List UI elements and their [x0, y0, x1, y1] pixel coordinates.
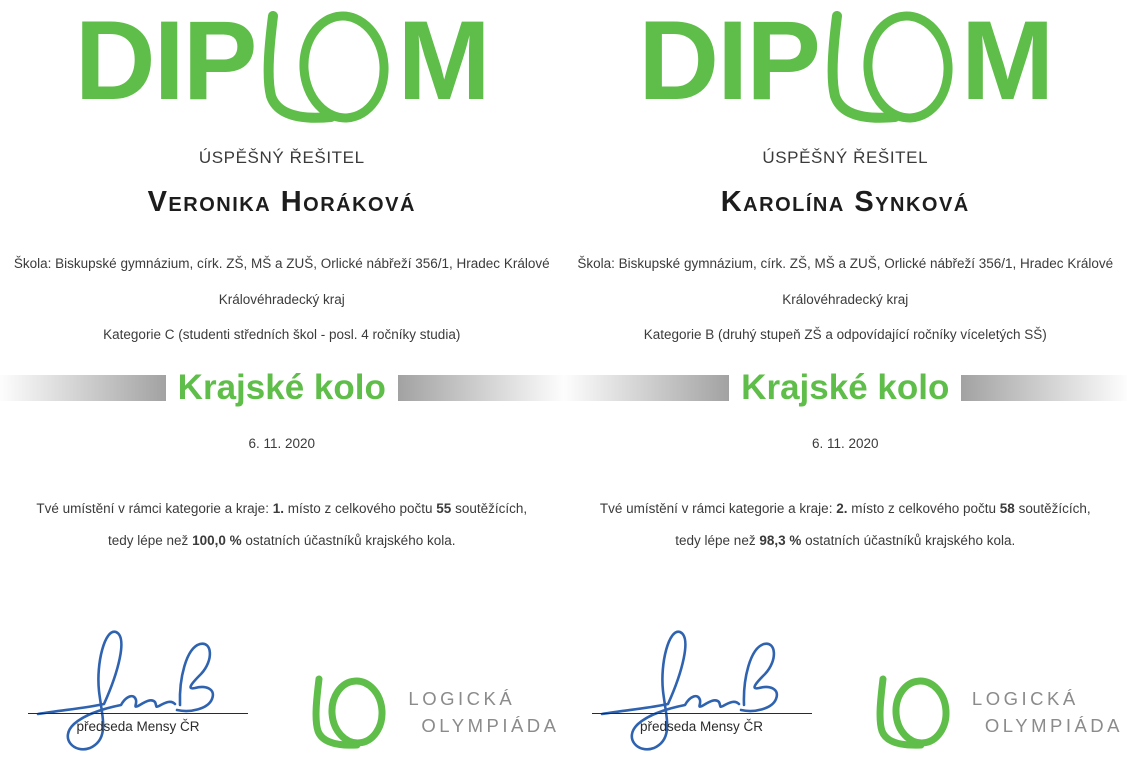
logo-line-1: LOGICKÁ	[971, 688, 1079, 709]
placement-total: 58	[999, 501, 1015, 516]
banner-bar-right	[961, 375, 1127, 401]
signature-block	[592, 621, 827, 756]
round-banner	[0, 370, 564, 405]
recipient-name: Karolína Synková	[720, 186, 970, 218]
logo-line-2: OLYMPIÁDA	[984, 715, 1123, 736]
placement-percent: 98,3 %	[759, 533, 802, 548]
diplom-lo-mark-icon	[815, 8, 965, 126]
placement-line-1	[36, 501, 527, 516]
logo-text	[972, 685, 1123, 739]
signature-icon	[28, 621, 263, 756]
logo-lo-mark-icon	[869, 674, 964, 750]
signature-role: předseda Mensy ČR	[76, 719, 200, 734]
round-title: Krajské kolo	[741, 368, 950, 407]
category-line: Kategorie C (studenti středních škol - posl. 4 ročníky studia)	[103, 327, 461, 342]
signature-block	[28, 621, 263, 756]
olympiad-logo	[869, 674, 1123, 750]
placement-line2-prefix: tedy lépe než	[675, 533, 760, 548]
category-line: Kategorie B (druhý stupeň ZŠ a odpovídající ročníky víceletých SŠ)	[643, 327, 1047, 342]
placement-prefix: Tvé umístění v rámci kategorie a kraje:	[599, 501, 837, 516]
logo-text	[408, 685, 559, 739]
date-line: 6. 11. 2020	[811, 436, 879, 451]
placement-rank: 2.	[836, 501, 848, 516]
diplom-title-prefix: DIP	[74, 0, 256, 123]
placement-line-2	[675, 533, 1015, 548]
banner-bar-left	[0, 375, 166, 401]
placement-percent: 100,0 %	[192, 533, 242, 548]
date-line: 6. 11. 2020	[248, 436, 316, 451]
school-line: Škola: Biskupské gymnázium, círk. ZŠ, MŠ a ZUŠ, Orlické nábřeží 356/1, Hradec Králové	[577, 256, 1114, 271]
region-line: Královéhradecký kraj	[782, 292, 909, 307]
banner-bar-left	[564, 375, 730, 401]
placement-line2-suffix: ostatních účastníků krajského kola.	[801, 533, 1016, 548]
olympiad-logo	[305, 674, 559, 750]
logo-lo-mark-icon	[305, 674, 400, 750]
placement-line2-prefix: tedy lépe než	[108, 533, 193, 548]
signature-line	[592, 713, 812, 714]
signature-role: předseda Mensy ČR	[639, 719, 764, 734]
diplom-title-suffix: M	[960, 0, 1053, 123]
diplom-title-suffix: M	[397, 0, 489, 123]
subtitle-successful-solver: ÚSPĚŠNÝ ŘEŠITEL	[198, 148, 365, 167]
region-line: Královéhradecký kraj	[218, 292, 345, 307]
placement-prefix: Tvé umístění v rámci kategorie a kraje:	[36, 501, 273, 516]
placement-rank: 1.	[272, 501, 284, 516]
recipient-name: Veronika Horáková	[147, 186, 416, 218]
signature-icon	[592, 621, 827, 756]
placement-suffix: soutěžících,	[451, 501, 528, 516]
placement-line-2	[108, 533, 455, 548]
subtitle-successful-solver: ÚSPĚŠNÝ ŘEŠITEL	[762, 148, 929, 167]
diplom-title	[74, 0, 489, 126]
school-line: Škola: Biskupské gymnázium, círk. ZŠ, MŠ a ZUŠ, Orlické nábřeží 356/1, Hradec Králové	[13, 256, 550, 271]
logo-line-2: OLYMPIÁDA	[421, 715, 560, 736]
round-banner	[564, 370, 1127, 405]
placement-total: 55	[436, 501, 452, 516]
banner-bar-right	[398, 375, 564, 401]
placement-mid: místo z celkového počtu	[283, 501, 437, 516]
placement-mid: místo z celkového počtu	[847, 501, 1000, 516]
diplom-lo-mark-icon	[251, 8, 401, 126]
round-title: Krajské kolo	[177, 368, 386, 407]
signature-line	[28, 713, 248, 714]
placement-suffix: soutěžících,	[1014, 501, 1091, 516]
diplom-title-prefix: DIP	[638, 0, 819, 123]
diplom-title	[638, 0, 1053, 126]
diploma-right	[564, 0, 1127, 760]
logo-line-1: LOGICKÁ	[408, 688, 516, 709]
placement-line-1	[600, 501, 1091, 516]
placement-line2-suffix: ostatních účastníků krajského kola.	[241, 533, 456, 548]
